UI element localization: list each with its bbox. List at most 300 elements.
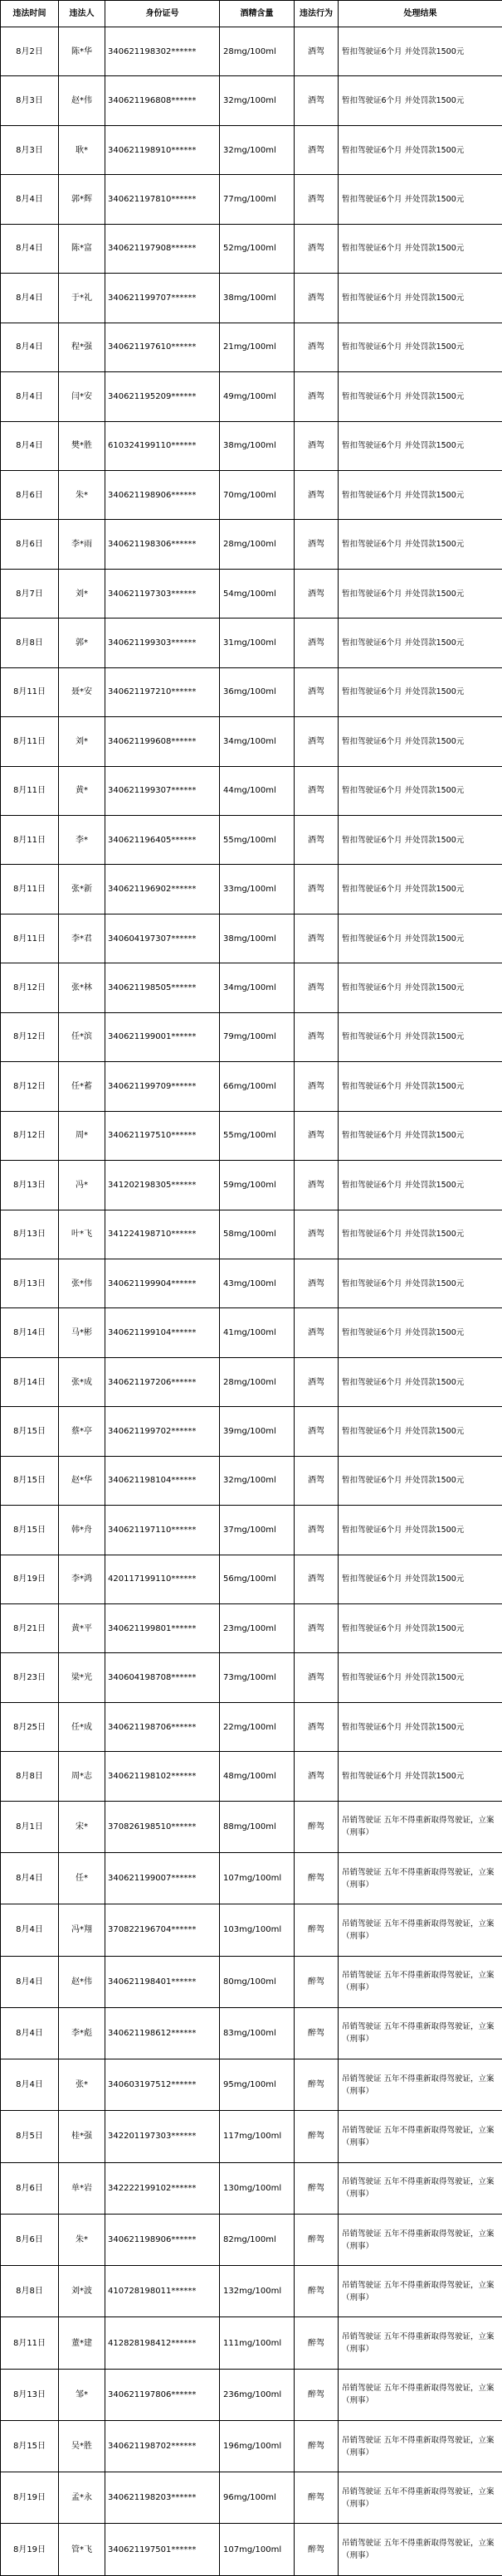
alcohol-cell: 31mg/100ml: [220, 619, 295, 667]
date-cell: 8月4日: [1, 323, 59, 371]
alcohol-cell: 96mg/100ml: [220, 2472, 295, 2524]
id-number-cell: 340621198102******: [105, 1752, 220, 1801]
violation-cell: 醉驾: [295, 1904, 339, 1956]
alcohol-cell: 32mg/100ml: [220, 76, 295, 125]
result-cell: 暂扣驾驶证6个月 并处罚款1500元: [339, 865, 502, 914]
date-cell: 8月15日: [1, 1456, 59, 1505]
person-cell: 郭*辉: [59, 175, 105, 224]
result-cell: 暂扣驾驶证6个月 并处罚款1500元: [339, 27, 502, 76]
result-cell: 吊销驾驶证 五年不得重新取得驾驶证，立案（刑事）: [339, 1853, 502, 1904]
table-row: [1, 1062, 502, 1111]
table-row: [1, 76, 502, 125]
date-cell: 8月11日: [1, 2317, 59, 2369]
result-cell: 吊销驾驶证 五年不得重新取得驾驶证，立案（刑事）: [339, 2007, 502, 2059]
id-number-cell: 340621197810******: [105, 175, 220, 224]
alcohol-cell: 83mg/100ml: [220, 2007, 295, 2059]
alcohol-cell: 44mg/100ml: [220, 766, 295, 815]
date-cell: 8月4日: [1, 2059, 59, 2111]
person-cell: 董*建: [59, 2317, 105, 2369]
result-cell: 暂扣驾驶证6个月 并处罚款1500元: [339, 1653, 502, 1702]
date-cell: 8月6日: [1, 470, 59, 519]
date-cell: 8月21日: [1, 1604, 59, 1653]
result-cell: 吊销驾驶证 五年不得重新取得驾驶证，立案（刑事）: [339, 2162, 502, 2214]
date-cell: 8月11日: [1, 816, 59, 865]
date-cell: 8月1日: [1, 1801, 59, 1852]
table-row: [1, 1407, 502, 1456]
id-number-cell: 340621198302******: [105, 27, 220, 76]
id-number-cell: 340621199307******: [105, 766, 220, 815]
table-row: [1, 1308, 502, 1357]
alcohol-cell: 107mg/100ml: [220, 2524, 295, 2576]
violation-cell: 酒驾: [295, 717, 339, 766]
table-row: [1, 717, 502, 766]
date-cell: 8月4日: [1, 372, 59, 421]
alcohol-cell: 39mg/100ml: [220, 1407, 295, 1456]
violation-cell: 酒驾: [295, 569, 339, 618]
person-cell: 刘*波: [59, 2266, 105, 2317]
person-cell: 张*成: [59, 1357, 105, 1406]
result-cell: 吊销驾驶证 五年不得重新取得驾驶证，立案（刑事）: [339, 2420, 502, 2472]
person-cell: 闫*安: [59, 372, 105, 421]
date-cell: 8月4日: [1, 1956, 59, 2007]
header-alcohol-content: 酒精含量: [220, 1, 295, 27]
result-cell: 吊销驾驶证 五年不得重新取得驾驶证，立案（刑事）: [339, 2369, 502, 2420]
id-number-cell: 340621199608******: [105, 717, 220, 766]
id-number-cell: 340621198306******: [105, 520, 220, 569]
id-number-cell: 340621198401******: [105, 1956, 220, 2007]
result-cell: 暂扣驾驶证6个月 并处罚款1500元: [339, 1506, 502, 1555]
person-cell: 黄*平: [59, 1604, 105, 1653]
person-cell: 聂*安: [59, 667, 105, 716]
person-cell: 李*鸿: [59, 1555, 105, 1603]
header-row: [1, 1, 502, 27]
violation-cell: 酒驾: [295, 1407, 339, 1456]
result-cell: 暂扣驾驶证6个月 并处罚款1500元: [339, 569, 502, 618]
table-row: [1, 569, 502, 618]
result-cell: 暂扣驾驶证6个月 并处罚款1500元: [339, 1012, 502, 1061]
person-cell: 周*志: [59, 1752, 105, 1801]
result-cell: 吊销驾驶证 五年不得重新取得驾驶证，立案（刑事）: [339, 1956, 502, 2007]
alcohol-cell: 22mg/100ml: [220, 1702, 295, 1751]
person-cell: 程*强: [59, 323, 105, 371]
date-cell: 8月11日: [1, 667, 59, 716]
id-number-cell: 412828198412******: [105, 2317, 220, 2369]
person-cell: 陈*富: [59, 224, 105, 273]
date-cell: 8月2日: [1, 27, 59, 76]
table-row: [1, 2162, 502, 2214]
violation-cell: 酒驾: [295, 1062, 339, 1111]
result-cell: 暂扣驾驶证6个月 并处罚款1500元: [339, 1259, 502, 1307]
id-number-cell: 342222199102******: [105, 2162, 220, 2214]
table-row: [1, 766, 502, 815]
violation-cell: 醉驾: [295, 2007, 339, 2059]
alcohol-cell: 38mg/100ml: [220, 421, 295, 470]
id-number-cell: 340621197510******: [105, 1111, 220, 1160]
table-row: [1, 2266, 502, 2317]
table-row: [1, 619, 502, 667]
date-cell: 8月11日: [1, 766, 59, 815]
result-cell: 暂扣驾驶证6个月 并处罚款1500元: [339, 816, 502, 865]
date-cell: 8月19日: [1, 2472, 59, 2524]
alcohol-cell: 88mg/100ml: [220, 1801, 295, 1852]
alcohol-cell: 52mg/100ml: [220, 224, 295, 273]
violation-cell: 醉驾: [295, 2369, 339, 2420]
violation-cell: 醉驾: [295, 2472, 339, 2524]
person-cell: 孟*永: [59, 2472, 105, 2524]
violation-cell: 醉驾: [295, 2214, 339, 2265]
date-cell: 8月11日: [1, 717, 59, 766]
alcohol-cell: 37mg/100ml: [220, 1506, 295, 1555]
person-cell: 朱*: [59, 470, 105, 519]
violation-cell: 酒驾: [295, 1653, 339, 1702]
date-cell: 8月3日: [1, 125, 59, 174]
alcohol-cell: 111mg/100ml: [220, 2317, 295, 2369]
result-cell: 暂扣驾驶证6个月 并处罚款1500元: [339, 717, 502, 766]
table-row: [1, 175, 502, 224]
table-row: [1, 963, 502, 1012]
date-cell: 8月11日: [1, 865, 59, 914]
id-number-cell: 340621198203******: [105, 2472, 220, 2524]
id-number-cell: 342201197303******: [105, 2111, 220, 2162]
result-cell: 暂扣驾驶证6个月 并处罚款1500元: [339, 125, 502, 174]
person-cell: 张*伟: [59, 1259, 105, 1307]
person-cell: 朱*: [59, 2214, 105, 2265]
violation-cell: 酒驾: [295, 1210, 339, 1259]
date-cell: 8月14日: [1, 1308, 59, 1357]
date-cell: 8月7日: [1, 569, 59, 618]
id-number-cell: 340621195209******: [105, 372, 220, 421]
table-row: [1, 470, 502, 519]
alcohol-cell: 32mg/100ml: [220, 125, 295, 174]
table-body: [1, 27, 502, 2576]
person-cell: 桂*强: [59, 2111, 105, 2162]
person-cell: 李*雨: [59, 520, 105, 569]
person-cell: 李*彪: [59, 2007, 105, 2059]
date-cell: 8月4日: [1, 1904, 59, 1956]
id-number-cell: 340603197512******: [105, 2059, 220, 2111]
result-cell: 暂扣驾驶证6个月 并处罚款1500元: [339, 323, 502, 371]
id-number-cell: 341202198305******: [105, 1161, 220, 1210]
id-number-cell: 340621197908******: [105, 224, 220, 273]
alcohol-cell: 49mg/100ml: [220, 372, 295, 421]
table-header: [1, 1, 502, 27]
violation-cell: 酒驾: [295, 667, 339, 716]
result-cell: 暂扣驾驶证6个月 并处罚款1500元: [339, 1407, 502, 1456]
person-cell: 赵*伟: [59, 1956, 105, 2007]
violation-cell: 酒驾: [295, 1357, 339, 1406]
id-number-cell: 340621199702******: [105, 1407, 220, 1456]
alcohol-cell: 80mg/100ml: [220, 1956, 295, 2007]
date-cell: 8月23日: [1, 1653, 59, 1702]
alcohol-cell: 34mg/100ml: [220, 717, 295, 766]
id-number-cell: 340621197206******: [105, 1357, 220, 1406]
person-cell: 任*: [59, 1853, 105, 1904]
alcohol-cell: 79mg/100ml: [220, 1012, 295, 1061]
violation-cell: 酒驾: [295, 1456, 339, 1505]
violation-cell: 酒驾: [295, 963, 339, 1012]
violation-cell: 酒驾: [295, 274, 339, 323]
violation-cell: 醉驾: [295, 2162, 339, 2214]
person-cell: 蔡*亭: [59, 1407, 105, 1456]
violation-cell: 酒驾: [295, 1752, 339, 1801]
violation-cell: 酒驾: [295, 175, 339, 224]
date-cell: 8月12日: [1, 1111, 59, 1160]
person-cell: 李*君: [59, 914, 105, 963]
date-cell: 8月4日: [1, 2007, 59, 2059]
table-row: [1, 1904, 502, 1956]
table-row: [1, 2007, 502, 2059]
person-cell: 樊*胜: [59, 421, 105, 470]
table-row: [1, 2472, 502, 2524]
result-cell: 暂扣驾驶证6个月 并处罚款1500元: [339, 470, 502, 519]
violation-cell: 醉驾: [295, 2524, 339, 2576]
alcohol-cell: 36mg/100ml: [220, 667, 295, 716]
result-cell: 吊销驾驶证 五年不得重新取得驾驶证，立案（刑事）: [339, 2317, 502, 2369]
date-cell: 8月19日: [1, 1555, 59, 1603]
person-cell: 邹*: [59, 2369, 105, 2420]
id-number-cell: 340621198706******: [105, 1702, 220, 1751]
violation-cell: 酒驾: [295, 766, 339, 815]
id-number-cell: 340621198906******: [105, 470, 220, 519]
date-cell: 8月14日: [1, 1357, 59, 1406]
date-cell: 8月6日: [1, 520, 59, 569]
id-number-cell: 340621199001******: [105, 1012, 220, 1061]
person-cell: 刘*: [59, 717, 105, 766]
alcohol-cell: 73mg/100ml: [220, 1653, 295, 1702]
table-row: [1, 1506, 502, 1555]
person-cell: 韩*舟: [59, 1506, 105, 1555]
person-cell: 张*: [59, 2059, 105, 2111]
id-number-cell: 340621197610******: [105, 323, 220, 371]
id-number-cell: 340604198708******: [105, 1653, 220, 1702]
person-cell: 任*成: [59, 1702, 105, 1751]
id-number-cell: 370822196704******: [105, 1904, 220, 1956]
alcohol-cell: 38mg/100ml: [220, 274, 295, 323]
alcohol-cell: 28mg/100ml: [220, 520, 295, 569]
date-cell: 8月8日: [1, 619, 59, 667]
date-cell: 8月12日: [1, 1062, 59, 1111]
alcohol-cell: 66mg/100ml: [220, 1062, 295, 1111]
result-cell: 暂扣驾驶证6个月 并处罚款1500元: [339, 1062, 502, 1111]
alcohol-cell: 130mg/100ml: [220, 2162, 295, 2214]
date-cell: 8月12日: [1, 1012, 59, 1061]
result-cell: 暂扣驾驶证6个月 并处罚款1500元: [339, 421, 502, 470]
id-number-cell: 340621197501******: [105, 2524, 220, 2576]
alcohol-cell: 43mg/100ml: [220, 1259, 295, 1307]
result-cell: 暂扣驾驶证6个月 并处罚款1500元: [339, 372, 502, 421]
date-cell: 8月13日: [1, 1161, 59, 1210]
id-number-cell: 340621198505******: [105, 963, 220, 1012]
id-number-cell: 340621197110******: [105, 1506, 220, 1555]
person-cell: 冯*翔: [59, 1904, 105, 1956]
table-row: [1, 667, 502, 716]
violation-cell: 醉驾: [295, 1853, 339, 1904]
table-row: [1, 2214, 502, 2265]
violation-cell: 酒驾: [295, 1555, 339, 1603]
alcohol-cell: 48mg/100ml: [220, 1752, 295, 1801]
date-cell: 8月6日: [1, 2214, 59, 2265]
table-row: [1, 1012, 502, 1061]
violation-cell: 酒驾: [295, 520, 339, 569]
id-number-cell: 340621198104******: [105, 1456, 220, 1505]
result-cell: 暂扣驾驶证6个月 并处罚款1500元: [339, 1357, 502, 1406]
result-cell: 暂扣驾驶证6个月 并处罚款1500元: [339, 1308, 502, 1357]
alcohol-cell: 196mg/100ml: [220, 2420, 295, 2472]
date-cell: 8月25日: [1, 1702, 59, 1751]
alcohol-cell: 59mg/100ml: [220, 1161, 295, 1210]
person-cell: 冯*: [59, 1161, 105, 1210]
id-number-cell: 340604197307******: [105, 914, 220, 963]
table-row: [1, 2111, 502, 2162]
result-cell: 暂扣驾驶证6个月 并处罚款1500元: [339, 1210, 502, 1259]
violation-cell: 酒驾: [295, 372, 339, 421]
alcohol-cell: 28mg/100ml: [220, 27, 295, 76]
violation-cell: 醉驾: [295, 1801, 339, 1852]
table-row: [1, 125, 502, 174]
header-violation: 违法行为: [295, 1, 339, 27]
person-cell: 耿*: [59, 125, 105, 174]
result-cell: 吊销驾驶证 五年不得重新取得驾驶证，立案（刑事）: [339, 2111, 502, 2162]
violation-cell: 酒驾: [295, 323, 339, 371]
violation-cell: 醉驾: [295, 2059, 339, 2111]
id-number-cell: 340621196902******: [105, 865, 220, 914]
violation-cell: 酒驾: [295, 27, 339, 76]
person-cell: 周*: [59, 1111, 105, 1160]
person-cell: 赵*华: [59, 1456, 105, 1505]
result-cell: 暂扣驾驶证6个月 并处罚款1500元: [339, 1604, 502, 1653]
table-row: [1, 372, 502, 421]
person-cell: 赵*伟: [59, 76, 105, 125]
violation-cell: 酒驾: [295, 125, 339, 174]
result-cell: 吊销驾驶证 五年不得重新取得驾驶证，立案（刑事）: [339, 1904, 502, 1956]
alcohol-cell: 28mg/100ml: [220, 1357, 295, 1406]
date-cell: 8月13日: [1, 1259, 59, 1307]
date-cell: 8月4日: [1, 421, 59, 470]
table-row: [1, 1259, 502, 1307]
result-cell: 吊销驾驶证 五年不得重新取得驾驶证，立案（刑事）: [339, 2524, 502, 2576]
result-cell: 暂扣驾驶证6个月 并处罚款1500元: [339, 766, 502, 815]
person-cell: 任*滨: [59, 1012, 105, 1061]
id-number-cell: 410728198011******: [105, 2266, 220, 2317]
person-cell: 李*: [59, 816, 105, 865]
result-cell: 暂扣驾驶证6个月 并处罚款1500元: [339, 619, 502, 667]
id-number-cell: 340621199104******: [105, 1308, 220, 1357]
result-cell: 吊销驾驶证 五年不得重新取得驾驶证，立案（刑事）: [339, 1801, 502, 1852]
violation-cell: 酒驾: [295, 1012, 339, 1061]
id-number-cell: 340621199303******: [105, 619, 220, 667]
result-cell: 暂扣驾驶证6个月 并处罚款1500元: [339, 963, 502, 1012]
date-cell: 8月13日: [1, 2369, 59, 2420]
result-cell: 暂扣驾驶证6个月 并处罚款1500元: [339, 76, 502, 125]
violation-cell: 酒驾: [295, 914, 339, 963]
id-number-cell: 340621197303******: [105, 569, 220, 618]
id-number-cell: 340621196808******: [105, 76, 220, 125]
table-row: [1, 2524, 502, 2576]
date-cell: 8月4日: [1, 224, 59, 273]
id-number-cell: 370826198510******: [105, 1801, 220, 1852]
alcohol-cell: 54mg/100ml: [220, 569, 295, 618]
alcohol-cell: 107mg/100ml: [220, 1853, 295, 1904]
table-row: [1, 2369, 502, 2420]
person-cell: 梁*光: [59, 1653, 105, 1702]
person-cell: 刘*: [59, 569, 105, 618]
result-cell: 暂扣驾驶证6个月 并处罚款1500元: [339, 1111, 502, 1160]
person-cell: 于*礼: [59, 274, 105, 323]
result-cell: 暂扣驾驶证6个月 并处罚款1500元: [339, 1702, 502, 1751]
result-cell: 暂扣驾驶证6个月 并处罚款1500元: [339, 1752, 502, 1801]
table-row: [1, 520, 502, 569]
violation-cell: 醉驾: [295, 2317, 339, 2369]
table-row: [1, 1653, 502, 1702]
violation-cell: 醉驾: [295, 1956, 339, 2007]
table-row: [1, 274, 502, 323]
id-number-cell: 340621197210******: [105, 667, 220, 716]
alcohol-cell: 34mg/100ml: [220, 963, 295, 1012]
id-number-cell: 340621199801******: [105, 1604, 220, 1653]
person-cell: 马*彬: [59, 1308, 105, 1357]
result-cell: 吊销驾驶证 五年不得重新取得驾驶证，立案（刑事）: [339, 2059, 502, 2111]
table-row: [1, 1357, 502, 1406]
alcohol-cell: 236mg/100ml: [220, 2369, 295, 2420]
violation-cell: 醉驾: [295, 2420, 339, 2472]
table-row: [1, 2420, 502, 2472]
result-cell: 暂扣驾驶证6个月 并处罚款1500元: [339, 914, 502, 963]
person-cell: 单*岩: [59, 2162, 105, 2214]
id-number-cell: 420117199110******: [105, 1555, 220, 1603]
id-number-cell: 340621199709******: [105, 1062, 220, 1111]
date-cell: 8月15日: [1, 1506, 59, 1555]
id-number-cell: 340621196405******: [105, 816, 220, 865]
person-cell: 管*飞: [59, 2524, 105, 2576]
table-row: [1, 1702, 502, 1751]
person-cell: 张*林: [59, 963, 105, 1012]
date-cell: 8月13日: [1, 1210, 59, 1259]
result-cell: 暂扣驾驶证6个月 并处罚款1500元: [339, 520, 502, 569]
date-cell: 8月8日: [1, 2266, 59, 2317]
table-row: [1, 1161, 502, 1210]
result-cell: 暂扣驾驶证6个月 并处罚款1500元: [339, 175, 502, 224]
table-row: [1, 1956, 502, 2007]
violation-cell: 酒驾: [295, 1506, 339, 1555]
alcohol-cell: 41mg/100ml: [220, 1308, 295, 1357]
result-cell: 吊销驾驶证 五年不得重新取得驾驶证，立案（刑事）: [339, 2266, 502, 2317]
header-id-number: 身份证号: [105, 1, 220, 27]
date-cell: 8月3日: [1, 76, 59, 125]
table-row: [1, 1853, 502, 1904]
table-row: [1, 421, 502, 470]
violation-cell: 醉驾: [295, 2111, 339, 2162]
violation-cell: 酒驾: [295, 224, 339, 273]
alcohol-cell: 103mg/100ml: [220, 1904, 295, 1956]
table-row: [1, 27, 502, 76]
person-cell: 张*新: [59, 865, 105, 914]
result-cell: 暂扣驾驶证6个月 并处罚款1500元: [339, 1555, 502, 1603]
alcohol-cell: 117mg/100ml: [220, 2111, 295, 2162]
date-cell: 8月15日: [1, 2420, 59, 2472]
table-row: [1, 865, 502, 914]
id-number-cell: 340621199904******: [105, 1259, 220, 1307]
date-cell: 8月19日: [1, 2524, 59, 2576]
id-number-cell: 610324199110******: [105, 421, 220, 470]
table-row: [1, 1456, 502, 1505]
alcohol-cell: 38mg/100ml: [220, 914, 295, 963]
person-cell: 吴*胜: [59, 2420, 105, 2472]
violation-cell: 酒驾: [295, 1702, 339, 1751]
date-cell: 8月4日: [1, 1853, 59, 1904]
result-cell: 暂扣驾驶证6个月 并处罚款1500元: [339, 1161, 502, 1210]
table-row: [1, 2317, 502, 2369]
date-cell: 8月4日: [1, 175, 59, 224]
